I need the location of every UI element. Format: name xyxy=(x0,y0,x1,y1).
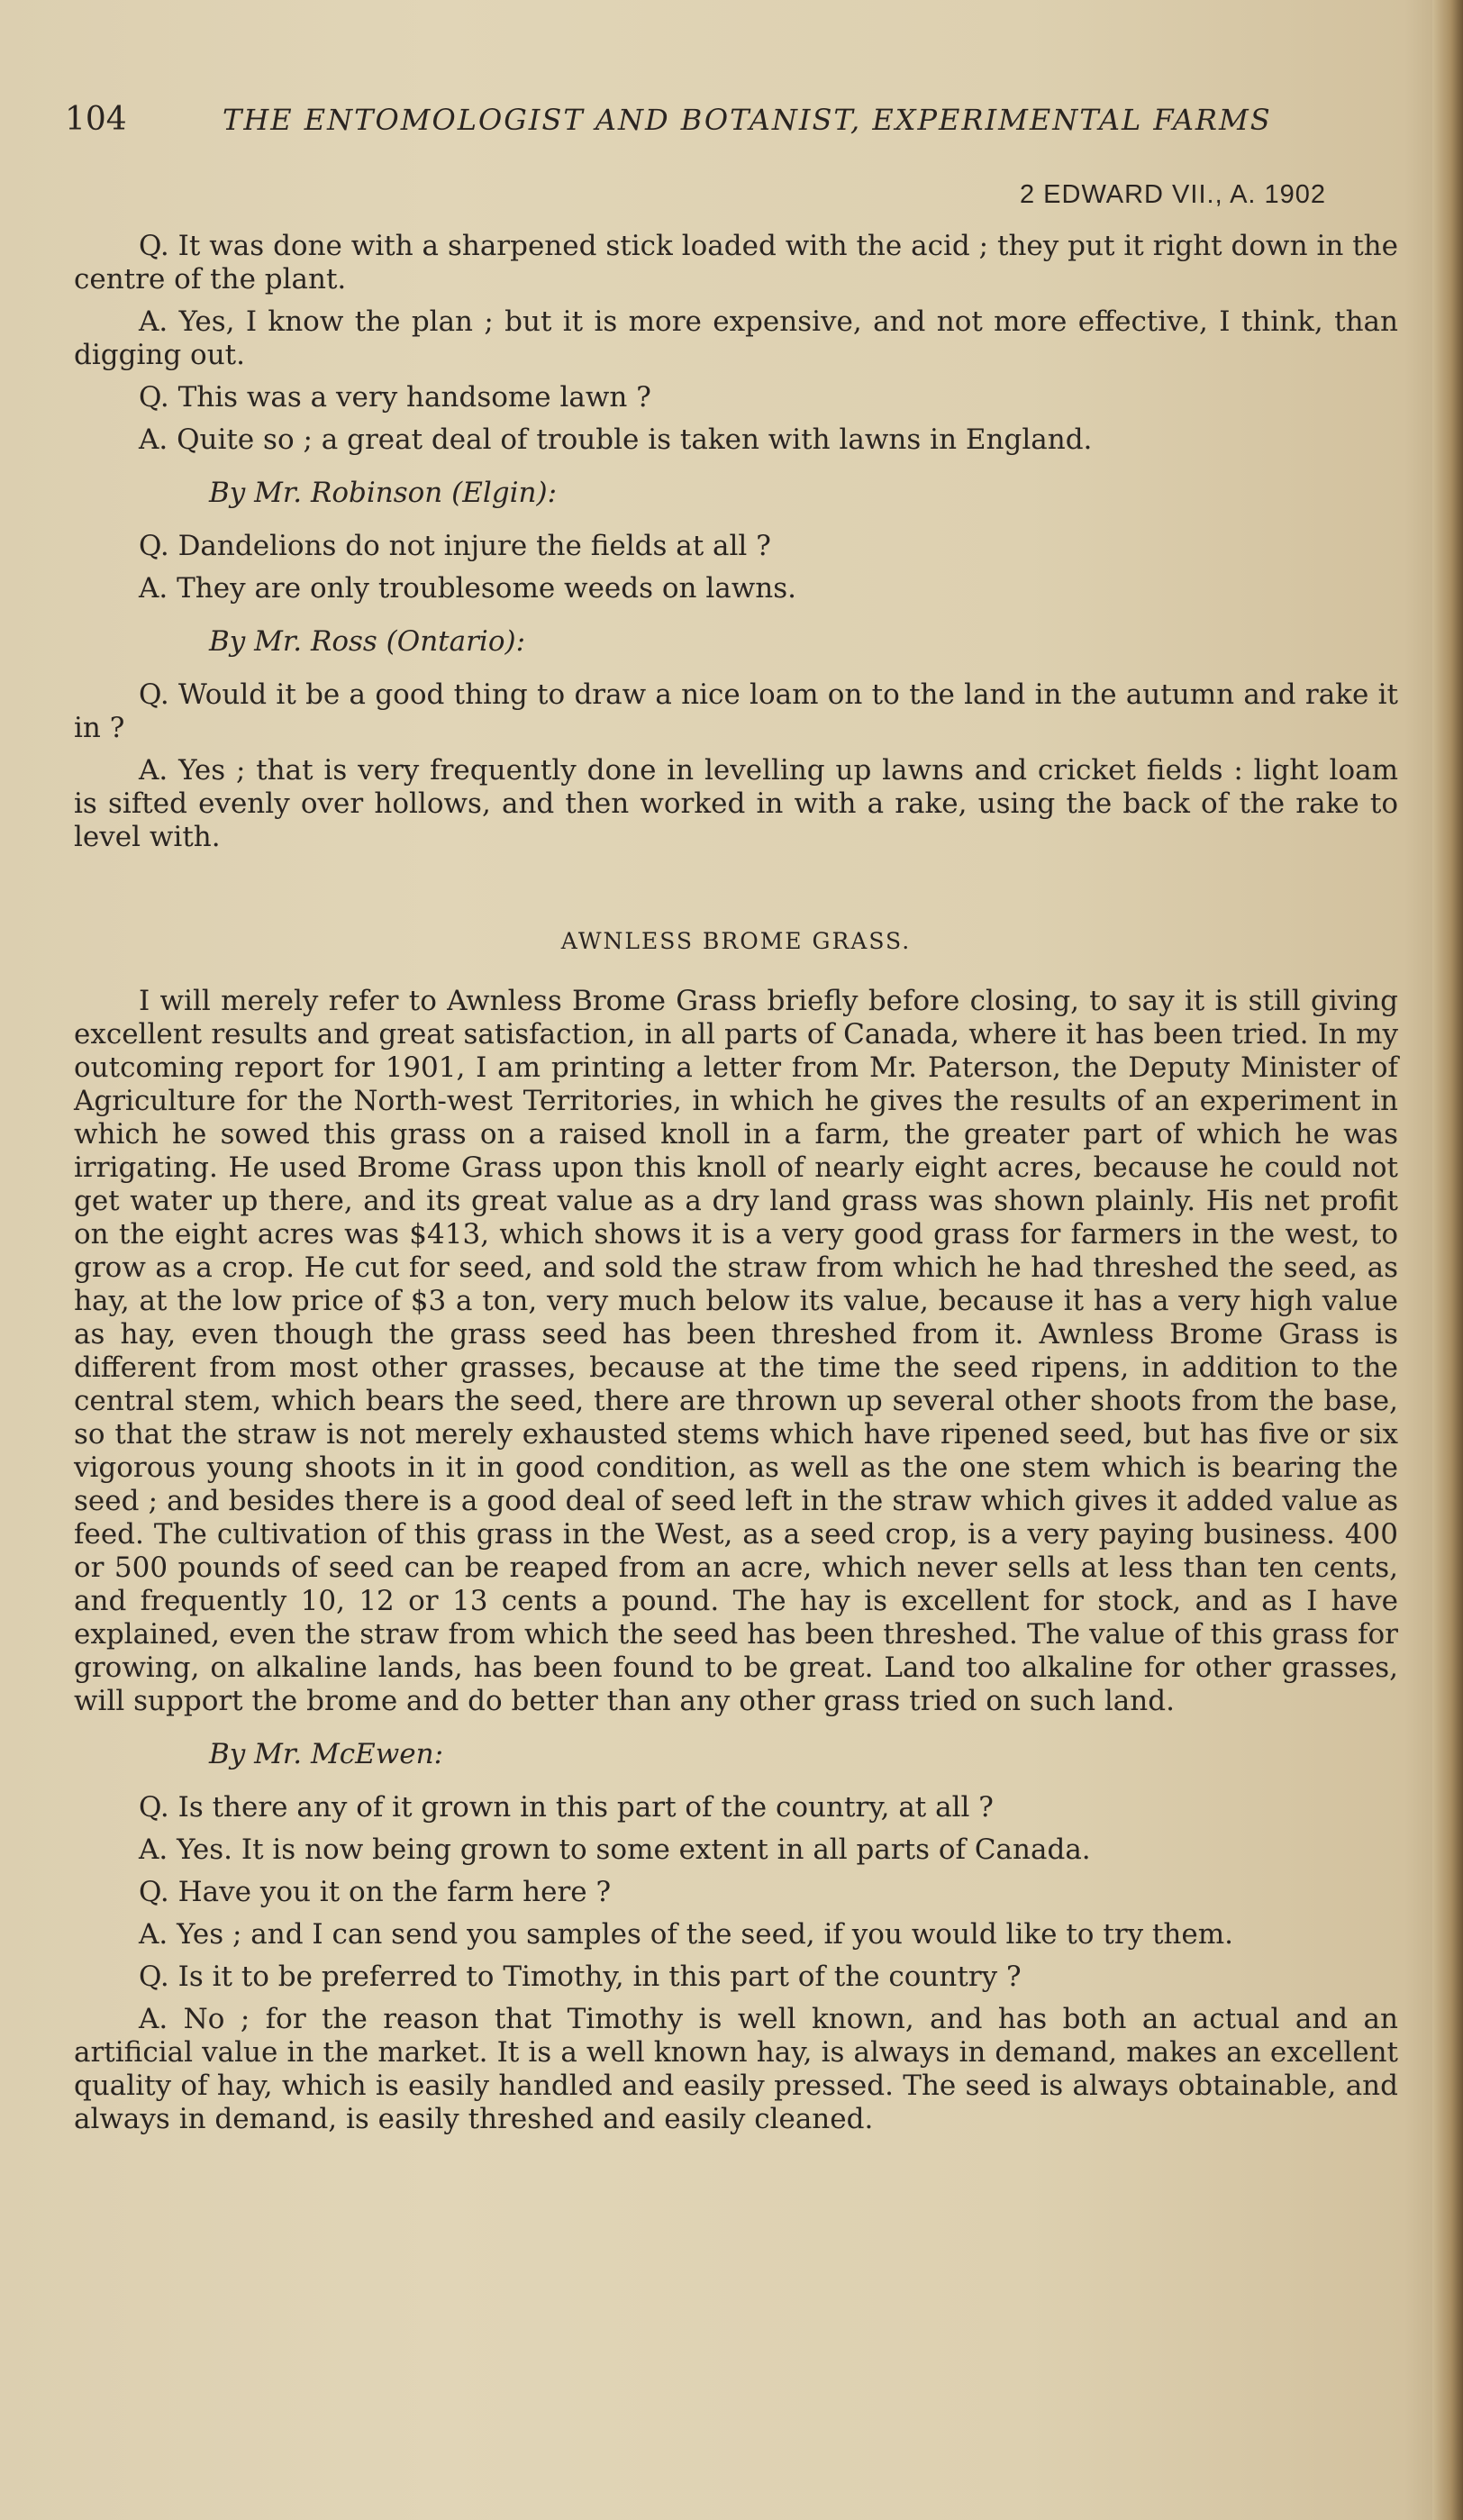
paragraph: Q. Is there any of it grown in this part of the country, at all ? xyxy=(139,1791,994,1824)
paragraph: Q. It was done with a sharpened stick loaded with the acid ; they put it right down in the centre of the plant. xyxy=(74,230,1398,296)
page-number: 104 xyxy=(65,101,127,138)
paragraph: Q. Would it be a good thing to draw a nice loam on to the land in the autumn and rake it in ? xyxy=(74,678,1398,744)
page-binding-edge xyxy=(1432,0,1463,2520)
paragraph: A. Yes. It is now being grown to some extent in all parts of Canada. xyxy=(139,1833,1091,1866)
paragraph: A. Yes ; that is very frequently done in levelling up lawns and cricket fields : light loam is sifted evenly over hollows, and then worked in with a rake, using the back of the rake to level with. xyxy=(74,754,1398,853)
section-heading: AWNLESS BROME GRASS. xyxy=(560,928,912,954)
session-label: 2 EDWARD VII., A. 1902 xyxy=(1020,180,1327,209)
paragraph: A. They are only troublesome weeds on lawns. xyxy=(139,572,797,605)
paragraph: Q. Dandelions do not injure the fields at all ? xyxy=(139,530,771,562)
page-header xyxy=(65,101,1416,155)
speaker-heading: By Mr. Robinson (Elgin): xyxy=(209,477,558,509)
paragraph: A. Quite so ; a great deal of trouble is taken with lawns in England. xyxy=(139,423,1093,456)
running-title: THE ENTOMOLOGIST AND BOTANIST, EXPERIMENTAL FARMS xyxy=(223,103,1272,137)
paragraph: A. No ; for the reason that Timothy is well known, and has both an actual and an artificial value in the market. It is a well known hay, is always in demand, makes an excellent quality of hay, which is easily handled and easily pressed. The seed is always obtainable, and always in demand, is easily threshed and easily cleaned. xyxy=(74,2003,1398,2135)
paragraph: Q. Have you it on the farm here ? xyxy=(139,1876,612,1908)
speaker-heading: By Mr. McEwen: xyxy=(209,1738,444,1770)
paragraph: Q. This was a very handsome lawn ? xyxy=(139,381,651,414)
page-body xyxy=(74,230,1398,2145)
paragraph: I will merely refer to Awnless Brome Grass briefly before closing, to say it is still giving excellent results and great satisfaction, in all parts of Canada, where it has been tried. In my outcoming report for 1901, I am printing a letter from Mr. Paterson, the Deputy Minister of Agriculture for the North-west Territories, in which he gives the results of an experiment in which he sowed this grass on a raised knoll in a farm, the greater part of which he was irrigating. He used Brome Grass upon this knoll of nearly eight acres, because he could not get water up there, and its great value as a dry land grass was shown plainly. His net profit on the eight acres was $413, which shows it is a very good grass for farmers in the west, to grow as a crop. He cut for seed, and sold the straw from which he had threshed the seed, as hay, at the low price of $3 a ton, very much below its value, because it has a very high value as hay, even though the grass seed has been threshed from it. Awnless Brome Grass is different from most other grasses, because at the time the seed ripens, in addition to the central stem, which bears the seed, there are thrown up several other shoots from the base, so that the straw is not merely exhausted stems which have ripened seed, but has five or six vigorous young shoots in it in good condition, as well as the one stem which is bearing the seed ; and besides there is a good deal of seed left in the straw which gives it added value as feed. The cultivation of this grass in the West, as a seed crop, is a very paying business. 400 or 500 pounds of seed can be reaped from an acre, which never sells at less than ten cents, and frequently 10, 12 or 13 cents a pound. The hay is excellent for stock, and as I have explained, even the straw from which the seed has been threshed. The value of this grass for growing, on alkaline lands, has been found to be great. Land too alkaline for other grasses, will support the brome and do better than any other grass tried on such land. xyxy=(74,985,1398,1717)
speaker-heading: By Mr. Ross (Ontario): xyxy=(209,625,526,658)
paragraph: Q. Is it to be preferred to Timothy, in this part of the country ? xyxy=(139,1961,1022,1993)
paragraph: A. Yes, I know the plan ; but it is more expensive, and not more effective, I think, than digging out. xyxy=(74,305,1398,371)
paragraph: A. Yes ; and I can send you samples of the seed, if you would like to try them. xyxy=(139,1918,1233,1951)
